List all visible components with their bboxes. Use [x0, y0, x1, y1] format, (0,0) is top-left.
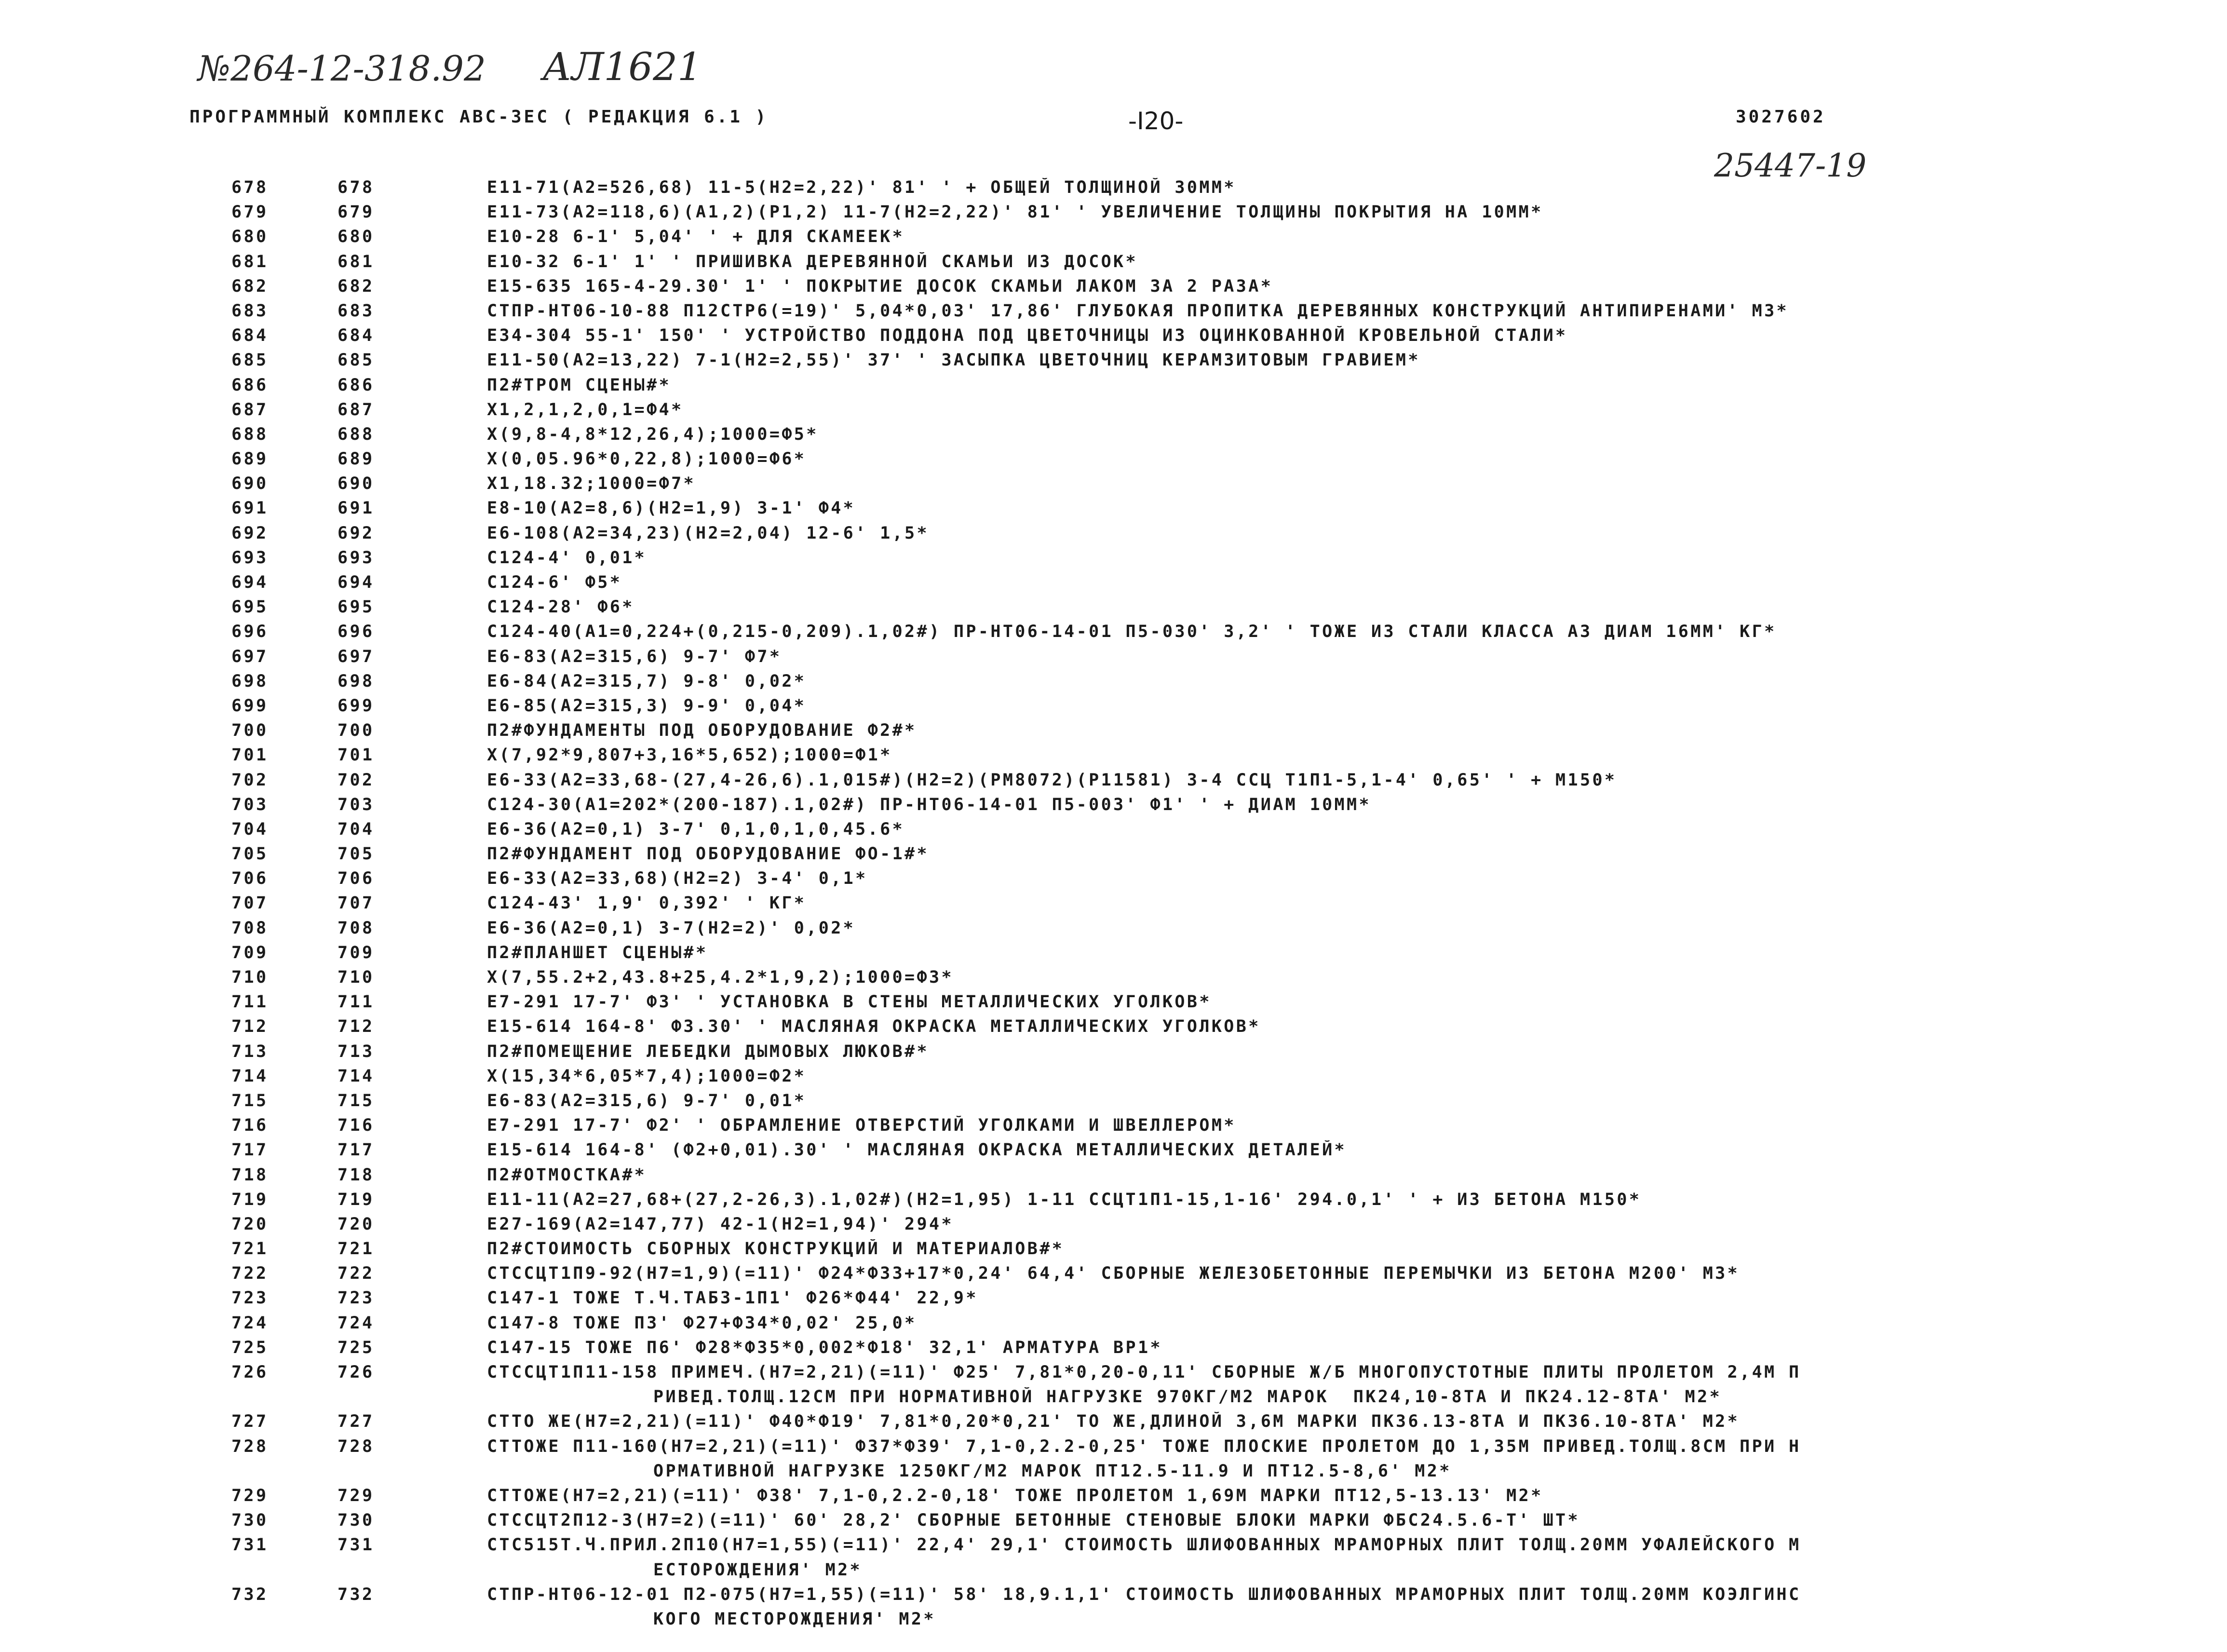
row-number-dup: 711 [337, 992, 375, 1012]
row-number: 691 [231, 499, 269, 518]
listing-row [0, 992, 2227, 1017]
row-statement: Е27-169(А2=147,77) 42-1(Н2=1,94)' 294* [487, 1214, 954, 1234]
page-number: -I20- [1128, 107, 1184, 135]
row-number: 689 [231, 449, 269, 469]
row-number: 710 [231, 968, 269, 987]
row-number-dup: 712 [337, 1017, 375, 1037]
row-statement: Е11-71(А2=526,68) 11-5(Н2=2,22)' 81' ' + ОБЩЕЙ ТОЛЩИНОЙ 30ММ* [487, 178, 1236, 197]
row-number: 714 [231, 1066, 269, 1086]
row-number: 717 [231, 1140, 269, 1160]
listing-row [0, 647, 2227, 672]
row-number-dup: 716 [337, 1116, 375, 1136]
row-statement: Х(9,8-4,8*12,26,4);1000=Ф5* [487, 424, 819, 444]
row-number-dup: 728 [337, 1436, 375, 1456]
row-number-dup: 718 [337, 1165, 375, 1185]
row-statement: Е11-11(А2=27,68+(27,2-26,3).1,02#)(Н2=1,95) 1-11 ССЦТ1П1-15,1-16' 294.0,1' ' + ИЗ БЕТОНА М150* [487, 1190, 1642, 1209]
row-number-dup: 727 [337, 1412, 375, 1432]
row-statement: С124-6' Ф5* [487, 573, 622, 592]
listing-row [0, 1313, 2227, 1338]
row-statement: С124-40(А1=0,224+(0,215-0,209).1,02#) ПР-НТ06-14-01 П5-030' 3,2' ' ТОЖЕ ИЗ СТАЛИ КЛАССА А3 ДИАМ 16ММ' КГ* [487, 622, 1777, 642]
row-number-dup: 695 [337, 597, 375, 617]
row-statement: Е6-36(А2=0,1) 3-7(Н2=2)' 0,02* [487, 918, 856, 938]
row-number: 687 [231, 400, 269, 420]
row-number-dup: 703 [337, 795, 375, 814]
row-statement: П2#ОТМОСТКА#* [487, 1165, 647, 1185]
listing-row [0, 597, 2227, 622]
row-number: 718 [231, 1165, 269, 1185]
row-number: 707 [231, 894, 269, 913]
row-statement: Е10-28 6-1' 5,04' ' + ДЛЯ СКАМЕЕК* [487, 227, 905, 247]
row-statement: СТТОЖЕ(Н7=2,21)(=11)' Ф38' 7,1-0,2.2-0,18' ТОЖЕ ПРОЛЕТОМ 1,69М МАРКИ ПТ12,5-13.13' М2* [487, 1486, 1543, 1505]
listing-row [0, 1412, 2227, 1436]
row-number-dup: 724 [337, 1313, 375, 1333]
row-number-dup: 696 [337, 622, 375, 642]
row-number: 730 [231, 1511, 269, 1530]
doc-code: 3027602 [1736, 107, 1826, 127]
row-number: 684 [231, 326, 269, 346]
row-number: 686 [231, 375, 269, 395]
row-number-dup: 699 [337, 696, 375, 716]
row-number-dup: 715 [337, 1091, 375, 1110]
row-number: 706 [231, 869, 269, 889]
row-number-dup: 685 [337, 351, 375, 370]
row-statement: Е15-614 164-8' (Ф2+0,01).30' ' МАСЛЯНАЯ ОКРАСКА МЕТАЛЛИЧЕСКИХ ДЕТАЛЕЙ* [487, 1140, 1347, 1160]
row-statement: Е6-108(А2=34,23)(Н2=2,04) 12-6' 1,5* [487, 523, 929, 543]
row-number-dup: 689 [337, 449, 375, 469]
row-statement: СТС515Т.Ч.ПРИЛ.2П10(Н7=1,55)(=11)' 22,4' 29,1' СТОИМОСТЬ ШЛИФОВАННЫХ МРАМОРНЫХ ПЛИТ ТОЛЩ.20ММ УФАЛЕЙСКОГО М [487, 1535, 1801, 1555]
row-statement-continuation: РИВЕД.ТОЛЩ.12СМ ПРИ НОРМАТИВНОЙ НАГРУЗКЕ 970КГ/М2 МАРОК ПК24,10-8ТА И ПК24.12-8ТА' М2* [653, 1387, 1722, 1407]
handwritten-inventory-number: 25447-19 [1714, 147, 1867, 184]
row-statement: С147-1 ТОЖЕ Т.Ч.ТАБ3-1П1' Ф26*Ф44' 22,9* [487, 1288, 978, 1308]
listing-row [0, 1239, 2227, 1264]
row-statement: Х(0,05.96*0,22,8);1000=Ф6* [487, 449, 807, 469]
row-number-dup: 705 [337, 844, 375, 864]
listing-row [0, 721, 2227, 745]
row-number-dup: 692 [337, 523, 375, 543]
listing-row [0, 1017, 2227, 1042]
listing-row [0, 1288, 2227, 1313]
listing-row [0, 1140, 2227, 1165]
row-number: 729 [231, 1486, 269, 1505]
row-statement: Е6-33(А2=33,68-(27,4-26,6).1,015#)(Н2=2)(РМ8072)(Р11581) 3-4 ССЦ Т1П1-5,1-4' 0,65' ' + М150* [487, 770, 1617, 790]
row-number: 695 [231, 597, 269, 617]
row-statement: П2#ФУНДАМЕНТ ПОД ОБОРУДОВАНИЕ ФО-1#* [487, 844, 929, 864]
row-number: 693 [231, 548, 269, 568]
row-number-dup: 687 [337, 400, 375, 420]
row-statement: С147-8 ТОЖЕ П3' Ф27+Ф34*0,02' 25,0* [487, 1313, 917, 1333]
row-statement: СТТОЖЕ П11-160(Н7=2,21)(=11)' Ф37*Ф39' 7,1-0,2.2-0,25' ТОЖЕ ПЛОСКИЕ ПРОЛЕТОМ ДО 1,35М ПРИВЕД.ТОЛЩ.8СМ ПРИ Н [487, 1436, 1801, 1456]
row-number: 680 [231, 227, 269, 247]
row-number-dup: 683 [337, 301, 375, 321]
listing-row [0, 400, 2227, 425]
row-number-dup: 731 [337, 1535, 375, 1555]
listing-row [0, 696, 2227, 721]
listing-row [0, 227, 2227, 252]
row-statement: СТПР-НТ06-12-01 П2-075(Н7=1,55)(=11)' 58' 18,9.1,1' СТОИМОСТЬ ШЛИФОВАННЫХ МРАМОРНЫХ ПЛИТ ТОЛЩ.20ММ КОЭЛГИНС [487, 1584, 1801, 1604]
row-number-dup: 730 [337, 1511, 375, 1530]
row-number: 709 [231, 943, 269, 962]
row-statement: Е6-83(А2=315,6) 9-7' 0,01* [487, 1091, 807, 1110]
row-number: 700 [231, 721, 269, 741]
row-number-dup: 697 [337, 647, 375, 666]
row-number-dup: 708 [337, 918, 375, 938]
row-number: 679 [231, 203, 269, 222]
listing-row [0, 1535, 2227, 1584]
row-statement: Х1,18.32;1000=Ф7* [487, 474, 696, 494]
row-number: 697 [231, 647, 269, 666]
row-number-dup: 690 [337, 474, 375, 494]
row-number: 681 [231, 252, 269, 271]
listing-row [0, 301, 2227, 326]
row-number-dup: 707 [337, 894, 375, 913]
row-number: 694 [231, 573, 269, 592]
listing-row [0, 449, 2227, 474]
listing-row [0, 622, 2227, 647]
row-statement: Е6-85(А2=315,3) 9-9' 0,04* [487, 696, 807, 716]
row-number-dup: 688 [337, 424, 375, 444]
listing-row [0, 1486, 2227, 1511]
row-statement: Е7-291 17-7' Ф3' ' УСТАНОВКА В СТЕНЫ МЕТАЛЛИЧЕСКИХ УГОЛКОВ* [487, 992, 1212, 1012]
row-number: 704 [231, 819, 269, 839]
row-number-dup: 682 [337, 276, 375, 296]
listing-row [0, 672, 2227, 696]
row-number: 683 [231, 301, 269, 321]
row-statement: П2#СТОИМОСТЬ СБОРНЫХ КОНСТРУКЦИЙ И МАТЕРИАЛОВ#* [487, 1239, 1065, 1259]
listing-row [0, 1338, 2227, 1363]
row-statement: Е6-83(А2=315,6) 9-7' Ф7* [487, 647, 782, 666]
row-statement: Е6-33(А2=33,68)(Н2=2) 3-4' 0,1* [487, 869, 868, 889]
row-number-dup: 706 [337, 869, 375, 889]
listing-row [0, 326, 2227, 351]
row-number-dup: 719 [337, 1190, 375, 1209]
row-number-dup: 725 [337, 1338, 375, 1357]
listing-row [0, 178, 2227, 203]
row-number-dup: 701 [337, 745, 375, 765]
row-number: 702 [231, 770, 269, 790]
row-number-dup: 684 [337, 326, 375, 346]
row-statement: П2#ПЛАНШЕТ СЦЕНЫ#* [487, 943, 708, 962]
row-number-dup: 729 [337, 1486, 375, 1505]
listing-row [0, 919, 2227, 943]
row-number: 696 [231, 622, 269, 642]
row-number: 703 [231, 795, 269, 814]
row-number: 708 [231, 918, 269, 938]
listing-row [0, 1042, 2227, 1067]
row-number-dup: 732 [337, 1584, 375, 1604]
row-number: 685 [231, 351, 269, 370]
row-statement: Х(7,55.2+2,43.8+25,4.2*1,9,2);1000=Ф3* [487, 968, 954, 987]
listing-row [0, 203, 2227, 227]
row-number: 727 [231, 1412, 269, 1432]
row-number-dup: 679 [337, 203, 375, 222]
listing-row [0, 376, 2227, 400]
listing-row [0, 1363, 2227, 1412]
listing-row [0, 1116, 2227, 1140]
row-statement: Е34-304 55-1' 150' ' УСТРОЙСТВО ПОДДОНА ПОД ЦВЕТОЧНИЦЫ ИЗ ОЦИНКОВАННОЙ КРОВЕЛЬНОЙ СТАЛИ* [487, 326, 1568, 346]
row-statement: Х1,2,1,2,0,1=Ф4* [487, 400, 684, 420]
row-number-dup: 720 [337, 1214, 375, 1234]
row-number-dup: 678 [337, 178, 375, 197]
row-statement: СТССЦТ1П11-158 ПРИМЕЧ.(Н7=2,21)(=11)' Ф25' 7,81*0,20-0,11' СБОРНЫЕ Ж/Б МНОГОПУСТОТНЫЕ ПЛИТЫ ПРОЛЕТОМ 2,4М П [487, 1363, 1801, 1382]
row-number-dup: 722 [337, 1264, 375, 1284]
row-number-dup: 686 [337, 375, 375, 395]
row-number: 732 [231, 1584, 269, 1604]
row-statement: П2#ПОМЕЩЕНИЕ ЛЕБЕДКИ ДЫМОВЫХ ЛЮКОВ#* [487, 1042, 929, 1061]
listing-row [0, 474, 2227, 499]
row-number: 688 [231, 424, 269, 444]
row-statement: С147-15 ТОЖЕ П6' Ф28*Ф35*0,002*Ф18' 32,1' АРМАТУРА ВР1* [487, 1338, 1162, 1357]
listing-row [0, 1091, 2227, 1116]
listing-row [0, 1190, 2227, 1215]
row-number-dup: 713 [337, 1042, 375, 1061]
row-number: 723 [231, 1288, 269, 1308]
listing-row [0, 1585, 2227, 1634]
listing-body [0, 178, 2227, 1634]
listing-row [0, 351, 2227, 375]
row-number: 711 [231, 992, 269, 1012]
row-statement-continuation: ЕСТОРОЖДЕНИЯ' М2* [653, 1560, 863, 1580]
row-statement: Х(7,92*9,807+3,16*5,652);1000=Ф1* [487, 745, 892, 765]
row-number: 722 [231, 1264, 269, 1284]
row-statement: Е10-32 6-1' 1' ' ПРИШИВКА ДЕРЕВЯННОЙ СКАМЬИ ИЗ ДОСОК* [487, 252, 1138, 271]
listing-row [0, 844, 2227, 869]
row-number-dup: 710 [337, 968, 375, 987]
row-number: 712 [231, 1017, 269, 1037]
handwritten-sheet-mark: АЛ1621 [542, 44, 702, 89]
row-number: 705 [231, 844, 269, 864]
row-statement: С124-4' 0,01* [487, 548, 647, 568]
listing-row [0, 1437, 2227, 1486]
listing-row [0, 943, 2227, 968]
row-statement: Е6-36(А2=0,1) 3-7' 0,1,0,1,0,45.6* [487, 819, 905, 839]
listing-row [0, 425, 2227, 449]
row-number-dup: 700 [337, 721, 375, 741]
row-number: 713 [231, 1042, 269, 1061]
row-number-dup: 709 [337, 943, 375, 962]
listing-row [0, 1067, 2227, 1091]
listing-row [0, 1511, 2227, 1535]
listing-row [0, 771, 2227, 795]
row-number-dup: 693 [337, 548, 375, 568]
listing-row [0, 252, 2227, 277]
row-statement: С124-43' 1,9' 0,392' ' КГ* [487, 894, 807, 913]
row-number: 726 [231, 1363, 269, 1382]
listing-row [0, 745, 2227, 770]
row-number-dup: 726 [337, 1363, 375, 1382]
listing-row [0, 548, 2227, 573]
row-statement: С124-30(А1=202*(200-187).1,02#) ПР-НТ06-14-01 П5-003' Ф1' ' + ДИАМ 10ММ* [487, 795, 1371, 814]
row-number: 725 [231, 1338, 269, 1357]
row-statement: Е15-635 165-4-29.30' 1' ' ПОКРЫТИЕ ДОСОК СКАМЬИ ЛАКОМ ЗА 2 РАЗА* [487, 276, 1273, 296]
row-number: 690 [231, 474, 269, 494]
row-number: 728 [231, 1436, 269, 1456]
listing-row [0, 820, 2227, 844]
row-number-dup: 691 [337, 499, 375, 518]
row-statement: СТТО ЖЕ(Н7=2,21)(=11)' Ф40*Ф19' 7,81*0,20*0,21' ТО ЖЕ,ДЛИНОЙ 3,6М МАРКИ ПК36.13-8ТА И ПК36.10-8ТА' М2* [487, 1412, 1740, 1432]
row-number: 731 [231, 1535, 269, 1555]
row-number: 720 [231, 1214, 269, 1234]
row-statement: Е11-50(А2=13,22) 7-1(Н2=2,55)' 37' ' ЗАСЫПКА ЦВЕТОЧНИЦ КЕРАМЗИТОВЫМ ГРАВИЕМ* [487, 351, 1420, 370]
row-statement: Е11-73(А2=118,6)(А1,2)(Р1,2) 11-7(Н2=2,22)' 81' ' УВЕЛИЧЕНИЕ ТОЛЩИНЫ ПОКРЫТИЯ НА 10ММ* [487, 203, 1543, 222]
row-statement: Е15-614 164-8' Ф3.30' ' МАСЛЯНАЯ ОКРАСКА МЕТАЛЛИЧЕСКИХ УГОЛКОВ* [487, 1017, 1261, 1037]
row-number-dup: 698 [337, 671, 375, 691]
row-number-dup: 704 [337, 819, 375, 839]
row-number: 692 [231, 523, 269, 543]
listing-row [0, 968, 2227, 992]
listing-row [0, 524, 2227, 548]
listing-row [0, 1215, 2227, 1239]
listing-row [0, 499, 2227, 523]
listing-row [0, 894, 2227, 918]
row-statement: П2#ТРОМ СЦЕНЫ#* [487, 375, 672, 395]
listing-row [0, 573, 2227, 597]
row-number-dup: 680 [337, 227, 375, 247]
row-statement: СТССЦТ1П9-92(Н7=1,9)(=11)' Ф24*Ф33+17*0,24' 64,4' СБОРНЫЕ ЖЕЛЕЗОБЕТОННЫЕ ПЕРЕМЫЧКИ ИЗ БЕТОНА М200' М3* [487, 1264, 1740, 1284]
program-header: ПРОГРАММНЫЙ КОМПЛЕКС АВС-ЗЕС ( РЕДАКЦИЯ 6.1 ) [189, 107, 769, 127]
row-statement: Е6-84(А2=315,7) 9-8' 0,02* [487, 671, 807, 691]
row-number: 678 [231, 178, 269, 197]
listing-row [0, 795, 2227, 820]
row-number-dup: 723 [337, 1288, 375, 1308]
row-number-dup: 694 [337, 573, 375, 592]
row-statement: Е8-10(А2=8,6)(Н2=1,9) 3-1' Ф4* [487, 499, 856, 518]
listing-row [0, 277, 2227, 301]
row-statement-continuation: КОГО МЕСТОРОЖДЕНИЯ' М2* [653, 1609, 936, 1629]
row-number: 701 [231, 745, 269, 765]
row-number-dup: 714 [337, 1066, 375, 1086]
row-number: 716 [231, 1116, 269, 1136]
row-number: 724 [231, 1313, 269, 1333]
row-number-dup: 702 [337, 770, 375, 790]
listing-row [0, 1264, 2227, 1288]
row-number-dup: 717 [337, 1140, 375, 1160]
listing-row [0, 1165, 2227, 1190]
row-statement-continuation: ОРМАТИВНОЙ НАГРУЗКЕ 1250КГ/М2 МАРОК ПТ12.5-11.9 И ПТ12.5-8,6' М2* [653, 1461, 1452, 1481]
row-number: 715 [231, 1091, 269, 1110]
row-number: 699 [231, 696, 269, 716]
row-number-dup: 721 [337, 1239, 375, 1259]
row-number: 719 [231, 1190, 269, 1209]
row-statement: Х(15,34*6,05*7,4);1000=Ф2* [487, 1066, 807, 1086]
row-statement: СТПР-НТ06-10-88 П12СТР6(=19)' 5,04*0,03' 17,86' ГЛУБОКАЯ ПРОПИТКА ДЕРЕВЯННЫХ КОНСТРУКЦИЙ АНТИПИРЕНАМИ' М3* [487, 301, 1789, 321]
row-number: 682 [231, 276, 269, 296]
row-statement: П2#ФУНДАМЕНТЫ ПОД ОБОРУДОВАНИЕ Ф2#* [487, 721, 917, 741]
row-number: 698 [231, 671, 269, 691]
row-number: 721 [231, 1239, 269, 1259]
listing-row [0, 869, 2227, 894]
handwritten-doc-number: №264-12-318.92 [198, 48, 486, 89]
row-statement: СТССЦТ2П12-3(Н7=2)(=11)' 60' 28,2' СБОРНЫЕ БЕТОННЫЕ СТЕНОВЫЕ БЛОКИ МАРКИ ФБС24.5.6-Т' ШТ* [487, 1511, 1580, 1530]
row-statement: С124-28' Ф6* [487, 597, 634, 617]
row-statement: Е7-291 17-7' Ф2' ' ОБРАМЛЕНИЕ ОТВЕРСТИЙ УГОЛКАМИ И ШВЕЛЛЕРОМ* [487, 1116, 1236, 1136]
row-number-dup: 681 [337, 252, 375, 271]
